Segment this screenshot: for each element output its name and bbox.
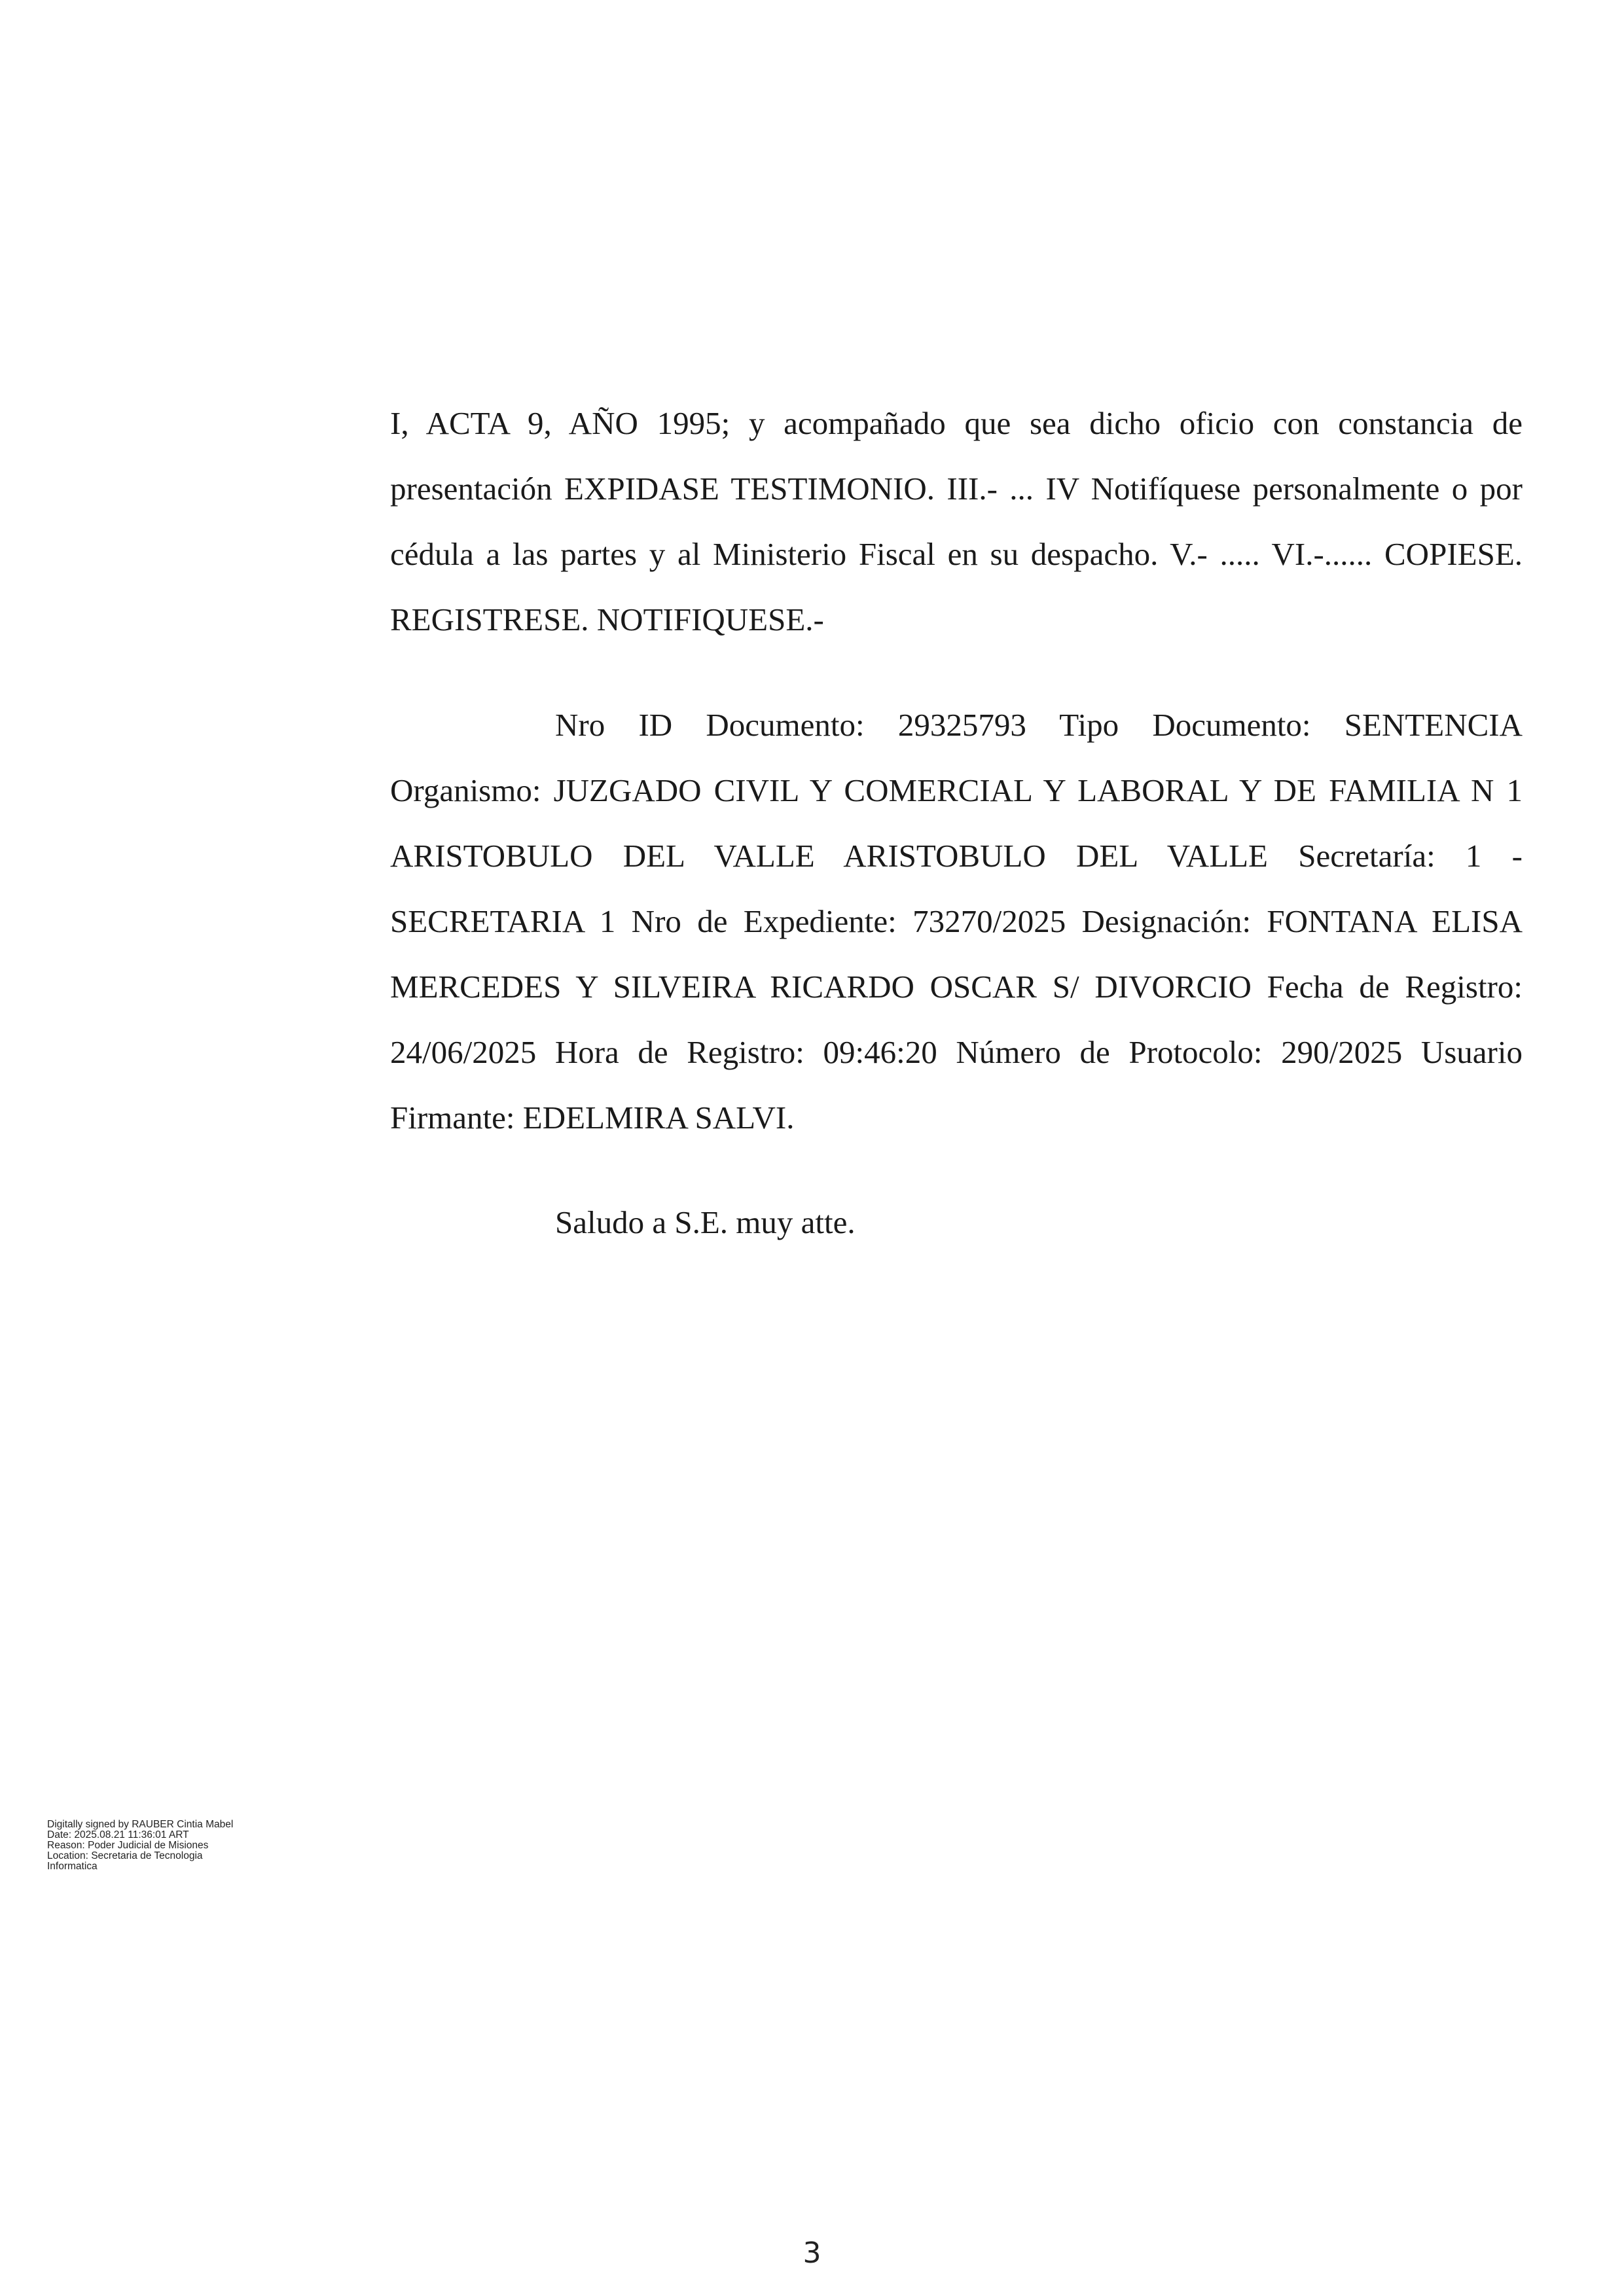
paragraph-salutation: Saludo a S.E. muy atte.	[555, 1204, 856, 1240]
signature-location: Location: Secretaria de Tecnologia	[47, 1850, 203, 1861]
paragraph-document-metadata: Nro ID Documento: 29325793 Tipo Documento: SENTENCIA Organismo: JUZGADO CIVIL Y COMERCIAL Y LABORAL Y DE FAMILIA N 1 ARISTOBULO DEL VALLE ARISTOBULO DEL VALLE Secretaría: 1 - SECRETARIA 1 Nro de Expediente: 73270/2025 Designación: FONTANA ELISA MERCEDES Y SILVEIRA RICARDO OSCAR S/ DIVORCIO Fecha de Registro: 24/06/2025 Hora de Registro: 09:46:20 Número de Protocolo: 290/2025 Usuario Firmante: EDELMIRA SALVI.	[390, 707, 1523, 1136]
signature-signed-by: Digitally signed by RAUBER Cintia Mabel	[47, 1819, 234, 1830]
paragraph-resolution-closing: I, ACTA 9, AÑO 1995; y acompañado que sea dicho oficio con constancia de presentación EXPIDASE TESTIMONIO. III.- ... IV Notifíquese personalmente o por cédula a las partes y al Ministerio Fiscal en su despacho. V.- ..... VI.-...... COPIESE. REGISTRESE. NOTIFIQUESE.-	[390, 405, 1523, 637]
digital-signature-block	[47, 1820, 309, 1872]
page-number: 3	[803, 2236, 821, 2270]
signature-reason: Reason: Poder Judicial de Misiones	[47, 1840, 209, 1851]
signature-date: Date: 2025.08.21 11:36:01 ART	[47, 1829, 189, 1840]
signature-location-cont: Informatica	[47, 1861, 98, 1872]
